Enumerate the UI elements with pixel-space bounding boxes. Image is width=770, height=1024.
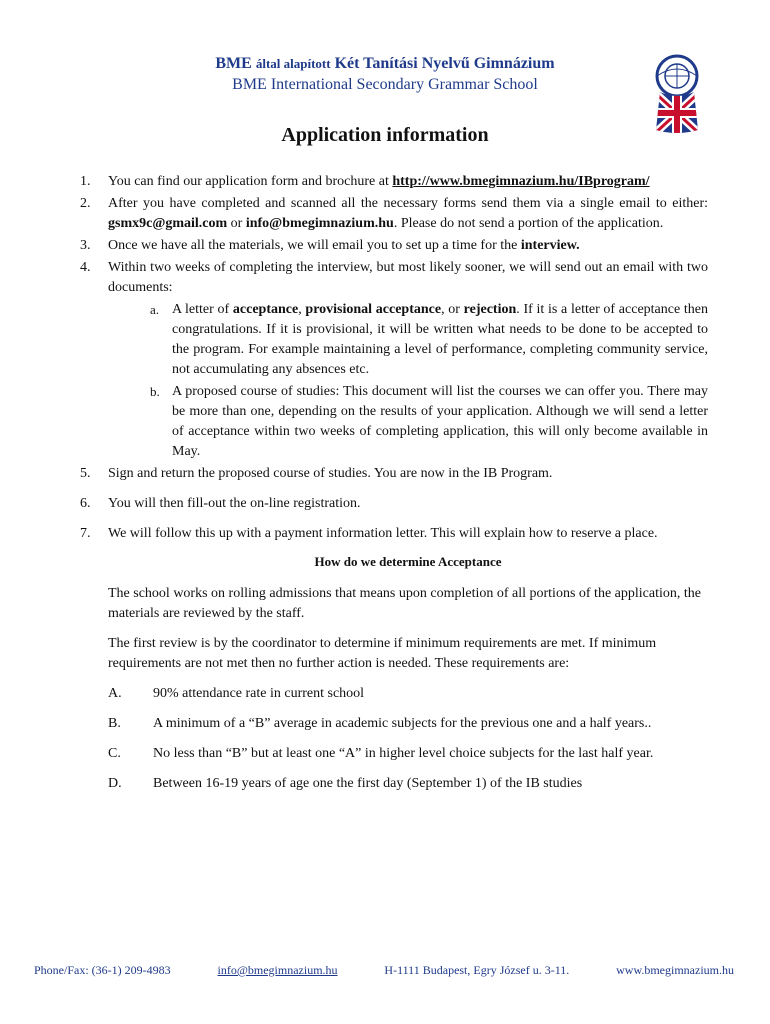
requirement-item: A. 90% attendance rate in current school — [108, 686, 365, 701]
requirement-item: C. No less than “B” but at least one “A” in higher level choice subjects for the last half year. — [108, 746, 654, 761]
email-gmail[interactable]: gsmx9c@gmail.com — [108, 216, 228, 231]
requirement-item: D. Between 16-19 years of age one the first day (September 1) of the IB studies — [108, 776, 583, 791]
list-item: 1. You can find our application form and brochure at http://www.bmegimnazium.hu/IBprogram/ — [80, 174, 650, 189]
list-item: 4. Within two weeks of completing the interview, but most likely sooner, we will send out an email with two documents: — [80, 260, 708, 295]
paragraph: The school works on rolling admissions that means upon completion of all portions of the application, the materials are reviewed by the staff. — [108, 586, 701, 621]
sub-list-item: b. A proposed course of studies: This document will list the courses we can offer you. There may be more than one, depending on the results of your application. Although we will send a letter of acceptance within two weeks of completing application, this will only become available in May. — [150, 384, 708, 459]
list-item: 3. Once we have all the materials, we will email you to set up a time for the interview. — [80, 238, 580, 253]
requirement-item: B. A minimum of a “B” average in academic subjects for the previous one and a half years.. — [108, 716, 652, 731]
footer-email-link[interactable]: info@bmegimnazium.hu — [217, 963, 338, 977]
section-heading: How do we determine Acceptance — [314, 554, 502, 569]
footer-address: H-1111 Budapest, Egry József u. 3-11. — [384, 963, 570, 977]
sub-list-item: a. A letter of acceptance, provisional acceptance, or rejection. If it is a letter of acceptance then congratulations. If it is provisional, it will be written what needs to be done to be accepted to the program. For example maintaining a level of performance, completing community service, not accumulating any absences etc. — [150, 302, 708, 377]
list-item: 2. After you have completed and scanned all the necessary forms send them via a single email to either: gsmx9c@gmail.com or info@bmegimnazium.hu. Please do not send a portion of the application. — [80, 196, 708, 231]
document-body — [80, 172, 708, 794]
page-title: Application information — [281, 124, 489, 146]
list-item: 7. We will follow this up with a payment information letter. This will explain how to reserve a place. — [80, 526, 658, 541]
school-crest-union-jack-icon — [652, 52, 702, 134]
footer-website[interactable]: www.bmegimnazium.hu — [616, 963, 734, 977]
footer-phone: Phone/Fax: (36-1) 209-4983 — [34, 963, 171, 977]
school-name-hungarian: BME által alapított Két Tanítási Nyelvű Gimnázium — [215, 55, 555, 72]
email-info[interactable]: info@bmegimnazium.hu — [245, 216, 394, 231]
ib-program-link[interactable]: http://www.bmegimnazium.hu/IBprogram/ — [392, 174, 650, 189]
list-item: 6. You will then fill-out the on-line registration. — [80, 496, 361, 511]
school-header — [80, 54, 690, 96]
list-item: 5. Sign and return the proposed course of studies. You are now in the IB Program. — [80, 466, 553, 481]
paragraph: The first review is by the coordinator to determine if minimum requirements are met. If minimum requirements are not met then no further action is needed. These requirements are: — [108, 636, 657, 671]
page-footer — [34, 963, 734, 978]
school-name-english: BME International Secondary Grammar School — [232, 76, 538, 93]
